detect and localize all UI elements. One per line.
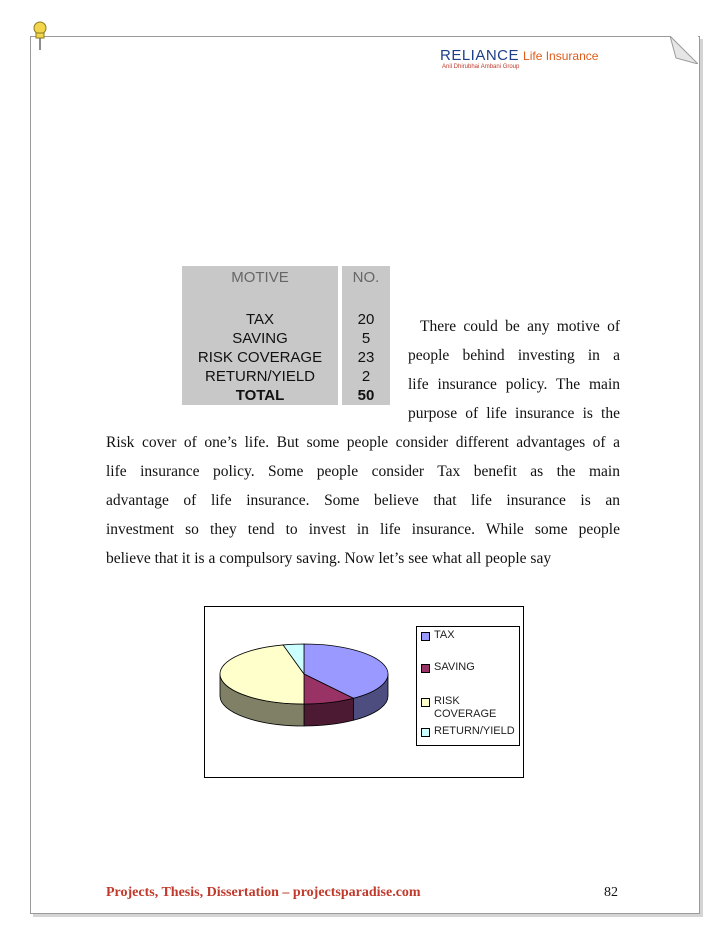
row-motive: RETURN/YIELD	[182, 367, 338, 386]
row-number: 2	[342, 367, 390, 386]
total-number: 50	[342, 386, 390, 405]
paragraph-line: investment so they tend to invest in life insurance. While some people	[106, 521, 620, 538]
legend-item	[421, 629, 516, 642]
legend-swatch	[421, 728, 430, 737]
paragraph-line: purpose of life insurance is the	[408, 405, 620, 422]
logo-brand: RELIANCE	[440, 47, 520, 64]
table-row	[182, 367, 390, 386]
table-blank-row	[182, 288, 390, 310]
row-motive: TAX	[182, 310, 338, 329]
row-motive: RISK COVERAGE	[182, 348, 338, 367]
legend-label: RETURN/YIELD	[434, 725, 515, 737]
row-number: 20	[342, 310, 390, 329]
table-row	[182, 348, 390, 367]
row-motive: SAVING	[182, 329, 338, 348]
company-logo	[440, 47, 598, 75]
motive-table	[182, 266, 390, 405]
paragraph-line: life insurance policy. Some people consider Tax benefit as the main	[106, 463, 620, 480]
pushpin-icon	[30, 20, 50, 52]
paragraph-line: advantage of life insurance. Some believe that life insurance is an	[106, 492, 620, 509]
footer-text: Projects, Thesis, Dissertation – projectsparadise.com	[106, 885, 421, 900]
pie-chart	[218, 640, 410, 740]
row-number: 23	[342, 348, 390, 367]
table-header-row	[182, 266, 390, 288]
table-row	[182, 310, 390, 329]
page-number: 82	[604, 885, 618, 900]
legend-item	[421, 725, 516, 738]
row-number: 5	[342, 329, 390, 348]
header-number: NO.	[342, 266, 390, 288]
logo-product: Life Insurance	[523, 49, 599, 63]
legend-label: TAX	[434, 629, 455, 641]
legend-label: RISK COVERAGE	[434, 695, 497, 720]
paragraph-line: people behind investing in a	[408, 347, 620, 364]
paragraph-line: There could be any motive of	[420, 318, 620, 335]
page-fold-corner	[670, 36, 698, 64]
total-label: TOTAL	[182, 386, 338, 405]
paragraph-line: Risk cover of one’s life. But some people consider different advantages of a	[106, 434, 620, 451]
paragraph-line: life insurance policy. The main	[408, 376, 620, 393]
legend-swatch	[421, 632, 430, 641]
legend-item	[421, 695, 516, 721]
legend-swatch	[421, 698, 430, 707]
body-paragraph	[106, 428, 620, 573]
legend-swatch	[421, 664, 430, 673]
table-row	[182, 329, 390, 348]
legend-label: SAVING	[434, 661, 475, 673]
table-total-row	[182, 386, 390, 405]
chart-legend	[416, 626, 520, 746]
logo-group: Anil Dhirubhai Ambani Group	[442, 64, 520, 70]
paragraph-line: believe that it is a compulsory saving. Now let’s see what all people say	[106, 550, 552, 567]
header-motive: MOTIVE	[182, 266, 338, 288]
side-paragraph	[408, 312, 620, 428]
legend-item	[421, 661, 516, 674]
